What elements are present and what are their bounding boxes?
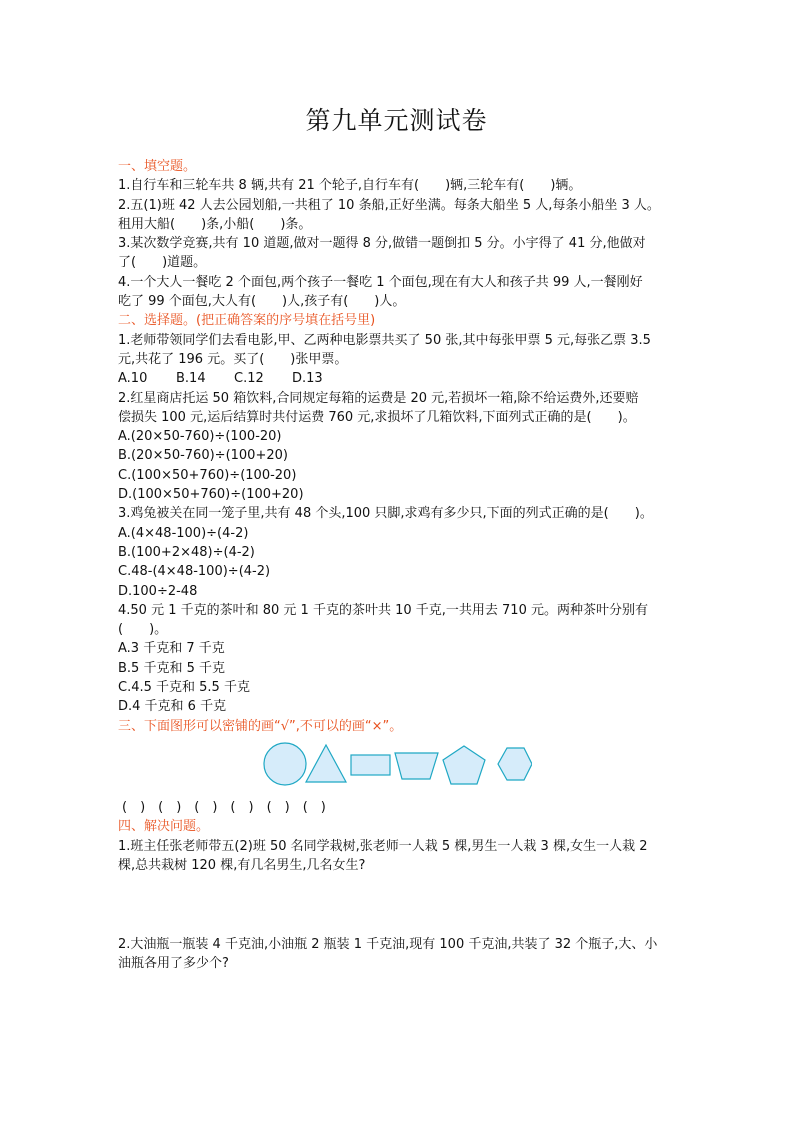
option-c: C.12 [234, 371, 264, 387]
section-4-heading: 四、解决问题。 [118, 819, 210, 835]
choice-q3-option-a: A.(4×48-100)÷(4-2) [118, 525, 249, 541]
rectangle-icon [351, 755, 390, 775]
hexagon-icon [498, 748, 532, 780]
fill-q1: 1.自行车和三轮车共 8 辆,共有 21 个轮子,自行车有( )辆,三轮车有( )辆。 [118, 178, 582, 194]
choice-q3-option-c: C.48-(4×48-100)÷(4-2) [118, 564, 271, 580]
option-b: B.14 [176, 371, 206, 387]
shapes-figure [262, 740, 532, 790]
fill-q2-line1: 2.五(1)班 42 人去公园划船,一共租了 10 条船,正好坐满。每条大船坐 5 人,每条小船坐 3 人。 [118, 197, 660, 213]
choice-q3-option-b: B.(100+2×48)÷(4-2) [118, 544, 255, 560]
exam-content [118, 157, 678, 974]
choice-q4-option-b: B.5 千克和 5 千克 [118, 660, 225, 676]
choice-q1-line2: 元,共花了 196 元。买了( )张甲票。 [118, 351, 348, 367]
choice-q1-line1: 1.老师带领同学们去看电影,甲、乙两种电影票共买了 50 张,其中每张甲票 5 元,每张乙票 3.5 [118, 332, 651, 348]
problem-2-line2: 油瓶各用了多少个? [118, 956, 229, 972]
choice-q2-line2: 偿损失 100 元,运后结算时共付运费 760 元,求损坏了几箱饮料,下面列式正确的是( )。 [118, 409, 636, 425]
choice-q2-option-d: D.(100×50+760)÷(100+20) [118, 487, 304, 503]
tessellation-shapes [118, 736, 678, 798]
choice-q4-line1: 4.50 元 1 千克的茶叶和 80 元 1 千克的茶叶共 10 千克,一共用去 710 元。两种茶叶分别有 [118, 602, 648, 618]
choice-q3-option-d: D.100÷2-48 [118, 583, 198, 599]
fill-q4-line2: 吃了 99 个面包,大人有( )人,孩子有( )人。 [118, 294, 406, 310]
choice-q4-line2: ( )。 [118, 622, 168, 638]
page-title: 第九单元测试卷 [305, 106, 488, 135]
choice-q2-option-a: A.(20×50-760)÷(100-20) [118, 429, 282, 445]
option-a: A.10 [118, 371, 148, 387]
circle-icon [264, 743, 306, 785]
section-2-heading: 二、选择题。(把正确答案的序号填在括号里) [118, 313, 376, 329]
choice-q2-line1: 2.红星商店托运 50 箱饮料,合同规定每箱的运费是 20 元,若损坏一箱,除不给运费外,还要赔 [118, 390, 639, 406]
choice-q4-option-d: D.4 千克和 6 千克 [118, 699, 227, 715]
fill-q3-line2: 了( )道题。 [118, 255, 207, 271]
choice-q2-option-b: B.(20×50-760)÷(100+20) [118, 448, 288, 464]
problem-1-line1: 1.班主任张老师带五(2)班 50 名同学栽树,张老师一人栽 5 棵,男生一人栽 3 棵,女生一人栽 2 [118, 838, 648, 854]
fill-q2-line2: 租用大船( )条,小船( )条。 [118, 216, 312, 232]
fill-q4-line1: 4.一个大人一餐吃 2 个面包,两个孩子一餐吃 1 个面包,现在有大人和孩子共 99 人,一餐刚好 [118, 274, 643, 290]
choice-q1-options [118, 369, 678, 388]
tessellation-answer-blanks: ( ) ( ) ( ) ( ) ( ) ( ) [122, 799, 326, 815]
problem-2-line1: 2.大油瓶一瓶装 4 千克油,小油瓶 2 瓶装 1 千克油,现有 100 千克油,共装了 32 个瓶子,大、小 [118, 937, 658, 953]
option-d: D.13 [292, 371, 323, 387]
triangle-icon [306, 745, 346, 782]
choice-q3-line1: 3.鸡兔被关在同一笼子里,共有 48 个头,100 只脚,求鸡有多少只,下面的列式正确的是( )。 [118, 506, 653, 522]
trapezoid-icon [395, 753, 438, 779]
problem-1-line2: 棵,总共栽树 120 棵,有几名男生,几名女生? [118, 857, 366, 873]
choice-q2-option-c: C.(100×50+760)÷(100-20) [118, 467, 297, 483]
fill-q3-line1: 3.某次数学竞赛,共有 10 道题,做对一题得 8 分,做错一题倒扣 5 分。小宇得了 41 分,他做对 [118, 236, 646, 252]
answer-space [118, 875, 678, 935]
section-3-heading: 三、下面图形可以密铺的画“√”,不可以的画“×”。 [118, 718, 403, 734]
pentagon-icon [443, 746, 485, 784]
section-1-heading: 一、填空题。 [118, 159, 197, 174]
choice-q4-option-c: C.4.5 千克和 5.5 千克 [118, 680, 250, 696]
choice-q4-option-a: A.3 千克和 7 千克 [118, 641, 225, 657]
